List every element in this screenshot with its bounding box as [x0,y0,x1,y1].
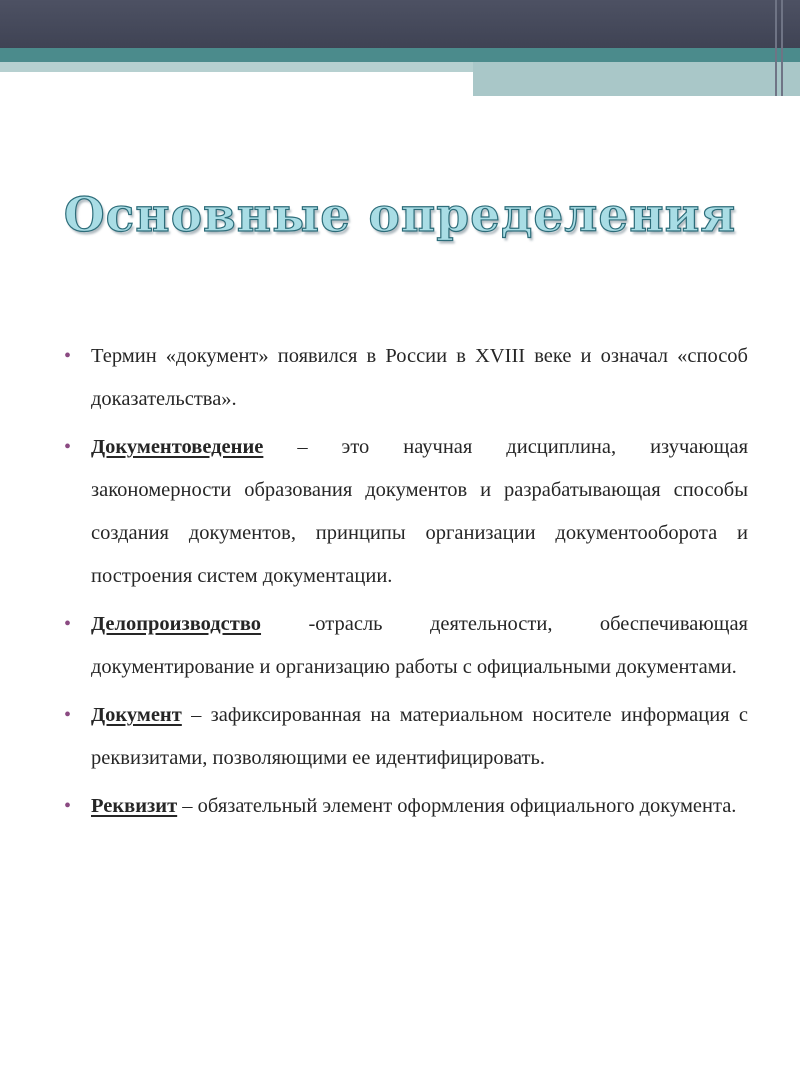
bullet-icon: • [64,345,72,367]
item-term: Реквизит [91,795,178,817]
header-light-stripe-left [0,62,473,72]
item-text: – обязательный элемент оформления официального документа. [177,795,737,817]
list-item [64,785,748,828]
item-term: Документ [91,704,182,726]
header-divider-line [781,0,783,96]
item-text: -отрасль деятельности, обеспечивающая документирование и организацию работы с официальными документами. [91,613,748,678]
item-text: – это научная дисциплина, изучающая закономерности образования документов и разрабатывающая способы создания документов, принципы организации документооборота и построения систем документации. [91,436,748,587]
item-text: – зафиксированная на материальном носителе информация с реквизитами, позволяющими ее идентифицировать. [91,704,748,769]
bullet-icon: • [64,613,72,635]
item-term: Документоведение [91,436,264,458]
header-divider-line [775,0,777,96]
bullet-icon: • [64,704,72,726]
slide-title: Основные определения [63,188,737,243]
item-text: Термин «документ» появился в России в XVIII веке и означал «способ доказательства». [91,345,748,410]
header-teal-band [0,48,800,62]
bullet-icon: • [64,436,72,458]
item-term: Делопроизводство [91,613,262,635]
list-item [64,335,748,421]
header-dark-band [0,0,800,48]
bullet-icon: • [64,795,72,817]
list-item [64,426,748,598]
definitions-list [64,335,748,833]
list-item [64,603,748,689]
list-item [64,694,748,780]
header-light-stripe-right [473,62,800,96]
